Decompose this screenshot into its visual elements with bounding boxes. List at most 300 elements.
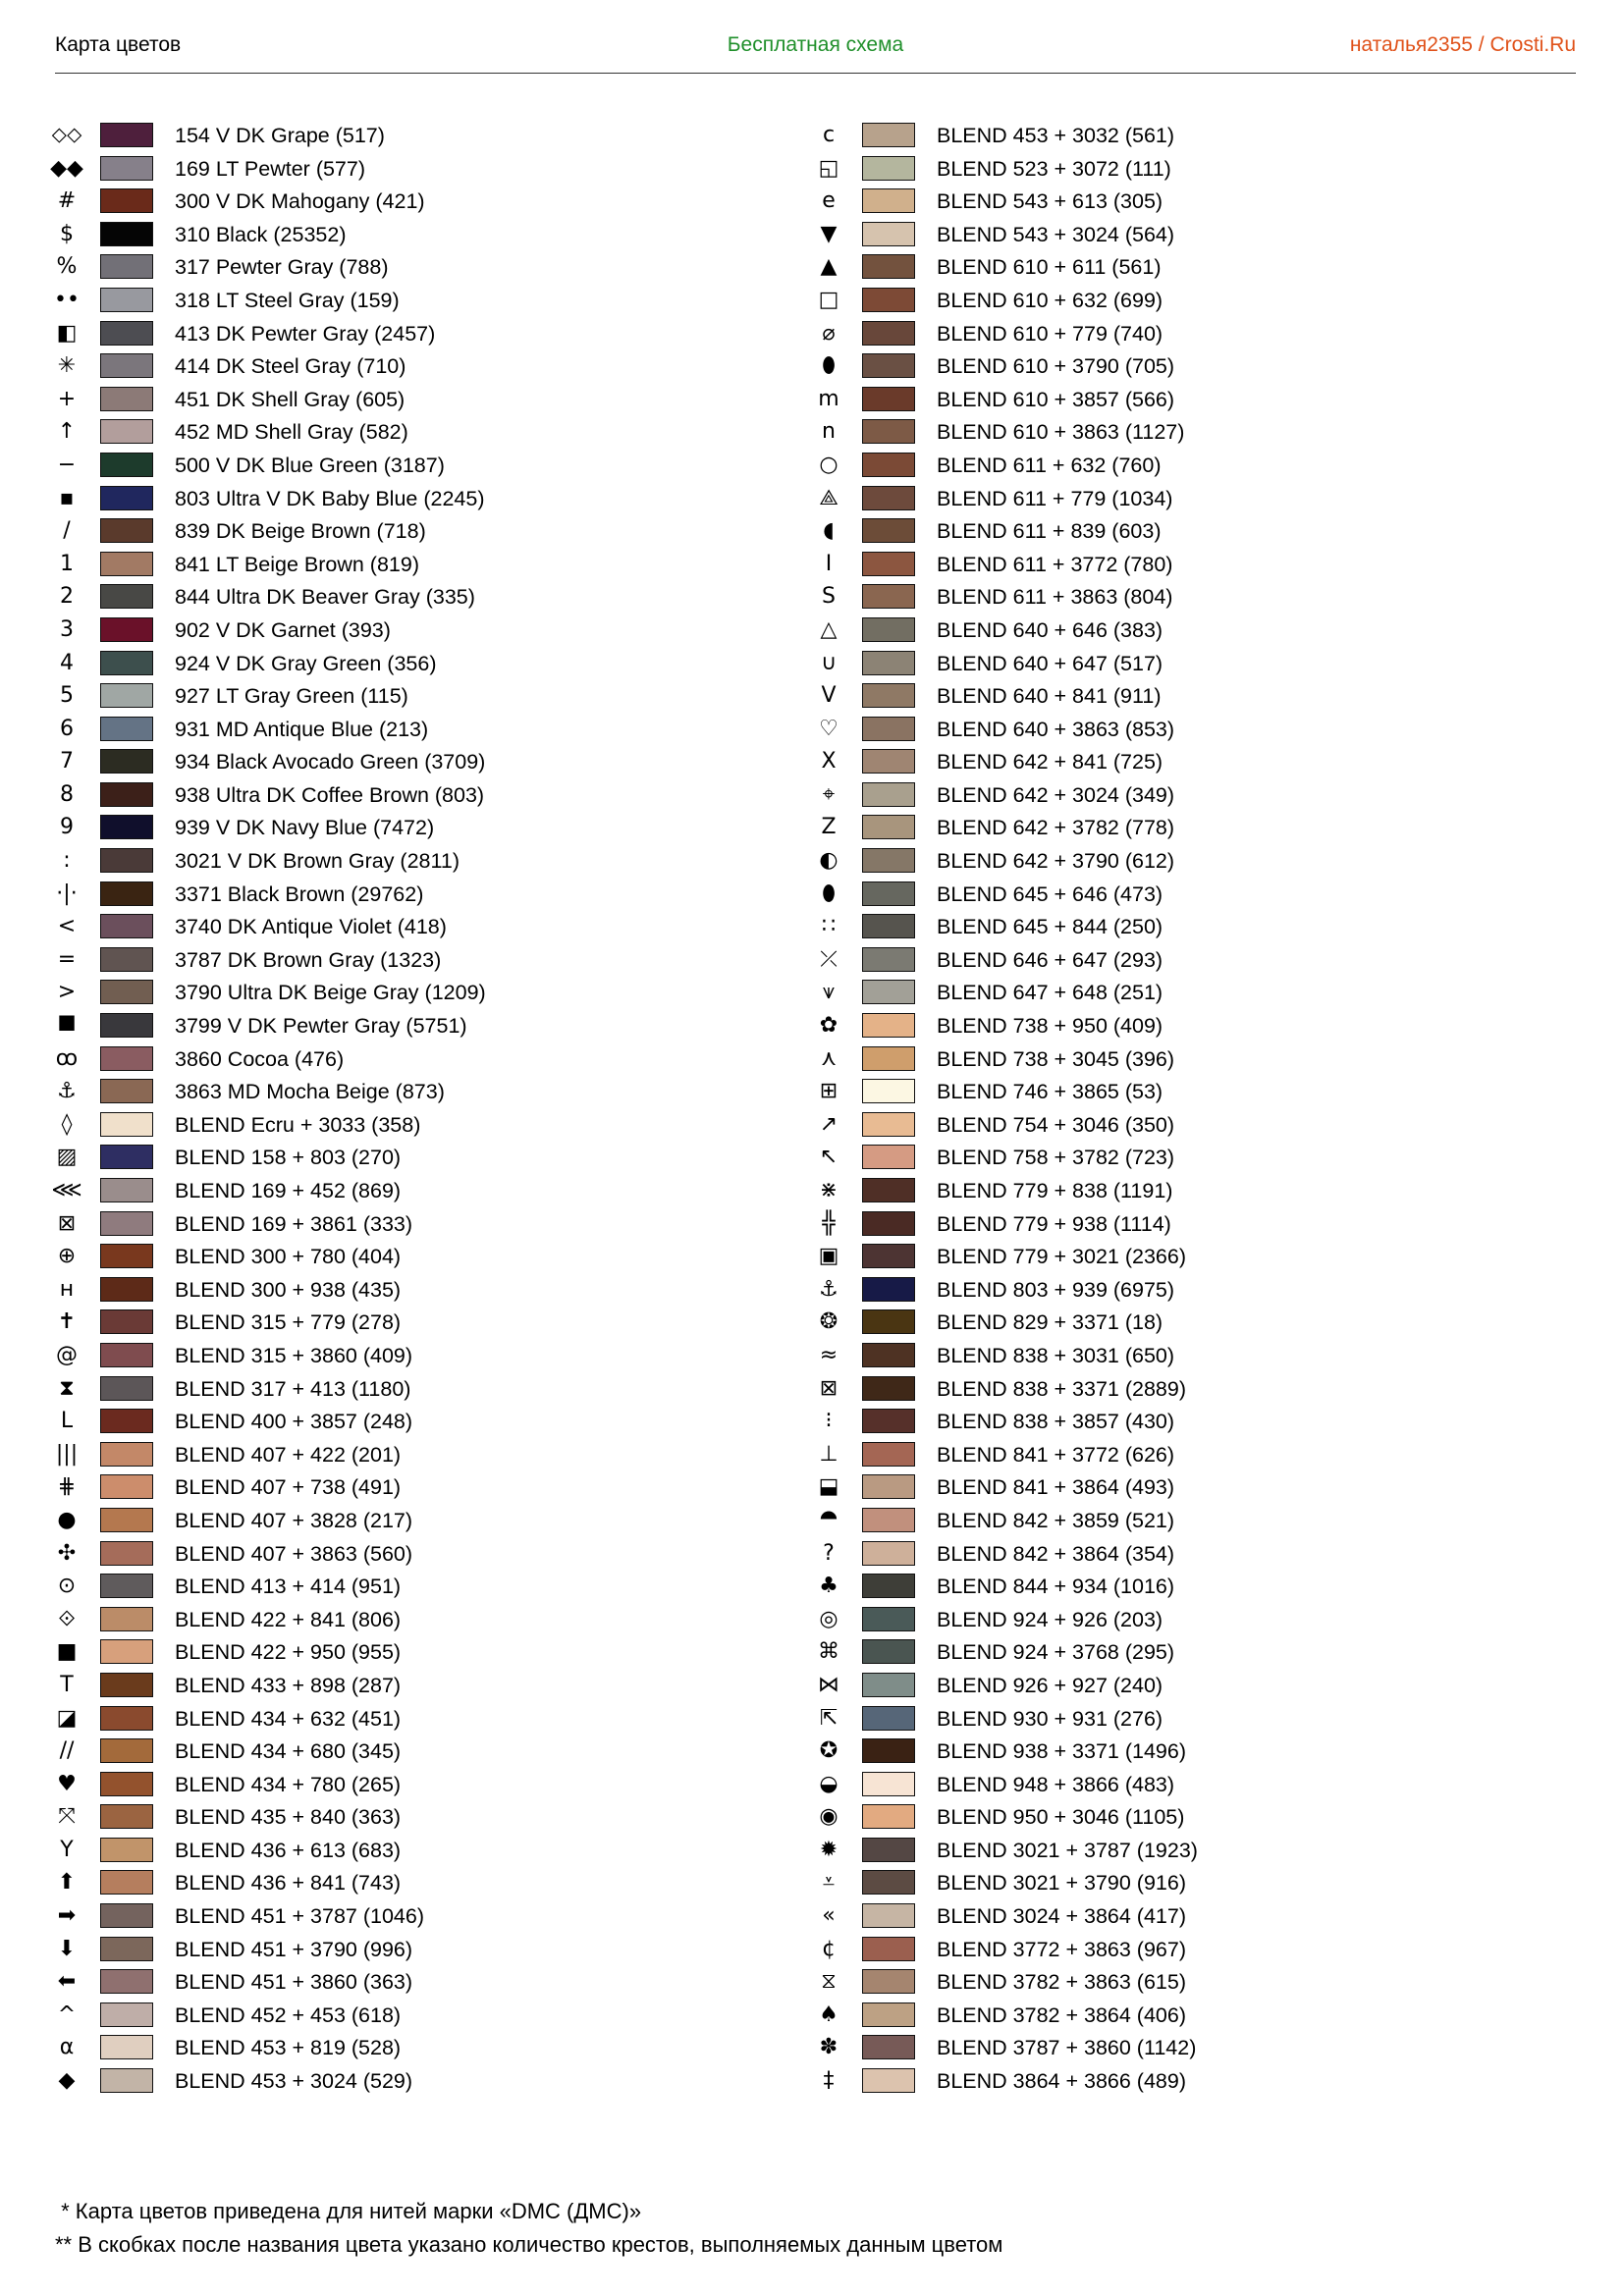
- color-swatch: [100, 156, 153, 181]
- color-label: BLEND 779 + 838 (1191): [937, 1179, 1173, 1202]
- color-row: [49, 680, 756, 714]
- stitch-symbol-icon: Y: [60, 1837, 74, 1862]
- color-swatch: [862, 1541, 915, 1566]
- color-row: [811, 746, 1518, 779]
- color-label: BLEND 451 + 3790 (996): [175, 1937, 413, 1961]
- stitch-symbol-icon: V: [821, 683, 837, 709]
- color-swatch: [862, 1343, 915, 1367]
- color-label: BLEND 842 + 3864 (354): [937, 1541, 1175, 1566]
- color-swatch: [100, 2068, 153, 2093]
- stitch-symbol-icon: ⤧: [58, 1804, 76, 1830]
- stitch-symbol-icon: ⬓: [818, 1474, 839, 1500]
- color-swatch: [100, 188, 153, 213]
- color-label: 803 Ultra V DK Baby Blue (2245): [175, 486, 485, 510]
- color-swatch: [862, 1607, 915, 1631]
- color-label: BLEND 642 + 841 (725): [937, 750, 1163, 774]
- stitch-symbol-icon: ◪: [56, 1705, 78, 1731]
- color-swatch: [100, 254, 153, 279]
- color-label: 414 DK Steel Gray (710): [175, 354, 406, 379]
- color-swatch: [100, 1145, 153, 1169]
- stitch-symbol-icon: ✽: [819, 2035, 839, 2060]
- color-swatch: [100, 717, 153, 741]
- color-row: [49, 2065, 756, 2099]
- stitch-symbol-icon: ∷: [822, 914, 836, 939]
- color-row: [811, 515, 1518, 549]
- color-swatch: [862, 749, 915, 774]
- color-label: 841 LT Beige Brown (819): [175, 552, 419, 576]
- color-row: [49, 1538, 756, 1572]
- stitch-symbol-icon: @: [56, 1342, 78, 1367]
- color-row: [49, 318, 756, 351]
- color-label: BLEND 738 + 3045 (396): [937, 1046, 1175, 1071]
- stitch-symbol-icon: n: [822, 419, 836, 445]
- stitch-symbol-icon: ⌖: [822, 781, 836, 807]
- color-swatch: [100, 1673, 153, 1697]
- stitch-symbol-icon: c: [822, 123, 836, 147]
- color-row: [811, 1900, 1518, 1934]
- color-swatch: [862, 1079, 915, 1103]
- color-swatch: [862, 1673, 915, 1697]
- color-label: BLEND 754 + 3046 (350): [937, 1112, 1175, 1137]
- stitch-symbol-icon: ·|·: [56, 881, 78, 906]
- stitch-symbol-icon: Z: [821, 815, 837, 840]
- color-swatch: [862, 1574, 915, 1598]
- stitch-symbol-icon: ⋏: [820, 1045, 838, 1071]
- color-row: [811, 549, 1518, 582]
- color-row: [49, 1439, 756, 1472]
- color-row: [49, 1076, 756, 1109]
- stitch-symbol-icon: ▼: [820, 221, 838, 246]
- color-label: 927 LT Gray Green (115): [175, 684, 408, 709]
- color-swatch: [862, 1706, 915, 1731]
- color-row: [811, 1043, 1518, 1077]
- color-row: [811, 1471, 1518, 1505]
- color-row: [811, 318, 1518, 351]
- stitch-symbol-icon: ▣: [818, 1244, 839, 1269]
- stitch-symbol-icon: 3: [60, 616, 74, 642]
- stitch-symbol-icon: ◒: [819, 1771, 839, 1796]
- color-label: BLEND 400 + 3857 (248): [175, 1410, 413, 1434]
- footer-notes: [55, 2195, 1002, 2262]
- color-label: 902 V DK Garnet (393): [175, 617, 391, 642]
- stitch-symbol-icon: н: [59, 1276, 75, 1302]
- stitch-symbol-icon: I: [825, 551, 833, 576]
- color-label: BLEND 950 + 3046 (1105): [937, 1805, 1185, 1830]
- stitch-symbol-icon: e: [822, 188, 836, 214]
- color-row: [811, 186, 1518, 219]
- color-row: [49, 1142, 756, 1175]
- color-row: [811, 1307, 1518, 1340]
- color-swatch: [862, 254, 915, 279]
- color-label: BLEND 610 + 3857 (566): [937, 387, 1175, 411]
- color-swatch: [862, 782, 915, 807]
- color-row: [811, 251, 1518, 285]
- stitch-symbol-icon: ⧗: [59, 1375, 75, 1401]
- header-subtitle: Бесплатная схема: [727, 33, 904, 56]
- stitch-symbol-icon: ••: [54, 287, 80, 312]
- color-swatch: [862, 123, 915, 147]
- color-label: BLEND 169 + 452 (869): [175, 1179, 402, 1202]
- color-row: [49, 1175, 756, 1208]
- color-label: BLEND 407 + 738 (491): [175, 1475, 402, 1500]
- color-label: 844 Ultra DK Beaver Gray (335): [175, 585, 475, 610]
- color-swatch: [862, 321, 915, 346]
- color-swatch: [100, 1409, 153, 1433]
- color-row: [811, 879, 1518, 912]
- color-swatch: [100, 683, 153, 708]
- header-center: [55, 33, 1576, 57]
- color-swatch: [862, 188, 915, 213]
- stitch-symbol-icon: ⩡: [822, 1870, 836, 1896]
- stitch-symbol-icon: ●: [57, 1507, 77, 1532]
- color-row: [811, 977, 1518, 1010]
- color-label: BLEND 842 + 3859 (521): [937, 1508, 1175, 1532]
- color-swatch: [100, 651, 153, 675]
- color-swatch: [862, 1969, 915, 1994]
- stitch-symbol-icon: «: [822, 1903, 836, 1929]
- color-label: BLEND 844 + 934 (1016): [937, 1575, 1175, 1599]
- color-row: [49, 1373, 756, 1407]
- color-row: [811, 1340, 1518, 1373]
- color-row: [811, 1241, 1518, 1274]
- color-row: [811, 1076, 1518, 1109]
- color-row: [811, 1835, 1518, 1868]
- header-author-link[interactable]: наталья2355 / Crosti.Ru: [1349, 33, 1576, 56]
- stitch-symbol-icon: ∪: [820, 650, 838, 675]
- color-row: [49, 614, 756, 648]
- color-label: 3863 MD Mocha Beige (873): [175, 1080, 445, 1104]
- color-swatch: [100, 123, 153, 147]
- color-label: BLEND 647 + 648 (251): [937, 981, 1163, 1005]
- color-label: 318 LT Steel Gray (159): [175, 288, 400, 312]
- color-label: BLEND 640 + 841 (911): [937, 684, 1162, 709]
- stitch-symbol-icon: T: [60, 1672, 74, 1697]
- color-swatch: [862, 222, 915, 246]
- color-swatch: [862, 1903, 915, 1928]
- color-swatch: [100, 1574, 153, 1598]
- color-label: BLEND 413 + 414 (951): [175, 1575, 402, 1599]
- color-label: BLEND 436 + 613 (683): [175, 1838, 402, 1862]
- color-row: [49, 251, 756, 285]
- stitch-symbol-icon: 9: [60, 815, 74, 840]
- color-row: [811, 1571, 1518, 1604]
- color-label: BLEND 452 + 453 (618): [175, 2002, 402, 2027]
- stitch-symbol-icon: ⬅: [57, 1969, 77, 1995]
- color-swatch: [862, 617, 915, 642]
- color-swatch: [100, 1474, 153, 1499]
- color-label: BLEND 315 + 3860 (409): [175, 1343, 413, 1367]
- color-label: BLEND 523 + 3072 (111): [937, 156, 1171, 181]
- color-label: BLEND 453 + 3032 (561): [937, 124, 1175, 147]
- color-label: 169 LT Pewter (577): [175, 156, 366, 181]
- color-row: [49, 285, 756, 318]
- color-label: BLEND 610 + 779 (740): [937, 321, 1163, 346]
- color-swatch: [100, 881, 153, 906]
- stitch-symbol-icon: ⊞: [819, 1079, 839, 1104]
- color-row: [49, 350, 756, 384]
- color-row: [49, 1636, 756, 1670]
- color-swatch: [100, 1046, 153, 1071]
- color-row: [49, 1703, 756, 1736]
- color-swatch: [862, 1309, 915, 1334]
- color-label: 154 V DK Grape (517): [175, 124, 385, 147]
- color-swatch: [100, 1937, 153, 1961]
- color-row: [811, 714, 1518, 747]
- color-row: [811, 1735, 1518, 1769]
- stitch-symbol-icon: ■: [56, 1639, 78, 1665]
- color-swatch: [100, 353, 153, 378]
- color-list-right: [811, 120, 1518, 2099]
- color-label: BLEND 838 + 3371 (2889): [937, 1376, 1186, 1401]
- color-swatch: [862, 288, 915, 312]
- color-label: BLEND 300 + 938 (435): [175, 1277, 402, 1302]
- color-label: BLEND 3864 + 3866 (489): [937, 2069, 1186, 2094]
- color-label: 451 DK Shell Gray (605): [175, 387, 406, 411]
- stitch-symbol-icon: ⯀: [58, 1013, 76, 1039]
- color-row: [49, 1571, 756, 1604]
- color-row: [49, 1505, 756, 1538]
- color-row: [49, 1208, 756, 1242]
- color-label: BLEND 317 + 413 (1180): [175, 1376, 411, 1401]
- color-swatch: [862, 848, 915, 873]
- stitch-symbol-icon: ❂: [819, 1309, 839, 1335]
- color-row: [811, 1801, 1518, 1835]
- color-label: BLEND 642 + 3790 (612): [937, 849, 1175, 874]
- color-row: [49, 1604, 756, 1637]
- stitch-symbol-icon: ╬: [822, 1210, 836, 1236]
- color-row: [49, 1769, 756, 1802]
- color-row: [811, 483, 1518, 516]
- stitch-symbol-icon: ⋈: [818, 1672, 839, 1697]
- color-label: 3787 DK Brown Gray (1323): [175, 947, 442, 972]
- color-list-left: [49, 120, 756, 2099]
- color-row: [811, 1274, 1518, 1308]
- stitch-symbol-icon: X: [821, 749, 837, 774]
- stitch-symbol-icon: ♡: [819, 716, 839, 741]
- color-row: [49, 1835, 756, 1868]
- stitch-symbol-icon: <: [57, 914, 77, 939]
- color-swatch: [862, 2068, 915, 2093]
- color-swatch: [862, 1046, 915, 1071]
- color-label: BLEND 453 + 3024 (529): [175, 2069, 413, 2094]
- color-row: [811, 845, 1518, 879]
- color-row: [49, 1900, 756, 1934]
- stitch-symbol-icon: //: [59, 1738, 75, 1764]
- color-label: BLEND 640 + 3863 (853): [937, 717, 1175, 741]
- color-row: [49, 153, 756, 187]
- color-swatch: [100, 222, 153, 246]
- color-row: [811, 1208, 1518, 1242]
- color-swatch: [100, 1211, 153, 1236]
- color-swatch: [100, 1969, 153, 1994]
- color-swatch: [100, 1277, 153, 1302]
- color-label: BLEND 407 + 3863 (560): [175, 1541, 413, 1566]
- color-label: 934 Black Avocado Green (3709): [175, 750, 486, 774]
- color-swatch: [862, 914, 915, 938]
- color-row: [49, 483, 756, 516]
- color-row: [49, 1934, 756, 1967]
- color-label: BLEND 611 + 839 (603): [937, 519, 1162, 544]
- color-label: BLEND 610 + 3790 (705): [937, 354, 1175, 379]
- stitch-symbol-icon: □: [818, 287, 839, 312]
- color-label: BLEND 779 + 938 (1114): [937, 1211, 1171, 1236]
- color-row: [811, 1406, 1518, 1439]
- color-label: BLEND 3021 + 3790 (916): [937, 1871, 1186, 1896]
- color-swatch: [862, 1112, 915, 1137]
- color-row: [49, 186, 756, 219]
- color-swatch: [100, 2035, 153, 2059]
- color-label: BLEND 758 + 3782 (723): [937, 1146, 1175, 1170]
- stitch-symbol-icon: >: [57, 980, 77, 1005]
- color-row: [49, 714, 756, 747]
- color-label: BLEND Ecru + 3033 (358): [175, 1112, 421, 1137]
- color-label: BLEND 610 + 611 (561): [937, 255, 1162, 280]
- header-title: Карта цветов: [55, 33, 182, 56]
- stitch-symbol-icon: ⁝: [825, 1409, 833, 1434]
- color-swatch: [862, 552, 915, 576]
- color-swatch: [862, 1277, 915, 1302]
- stitch-symbol-icon: ⯊: [820, 1507, 838, 1532]
- color-swatch: [100, 1903, 153, 1928]
- stitch-symbol-icon: S: [822, 584, 836, 610]
- color-label: BLEND 938 + 3371 (1496): [937, 1739, 1186, 1764]
- color-label: BLEND 158 + 803 (270): [175, 1146, 402, 1170]
- color-row: [811, 812, 1518, 845]
- color-label: BLEND 642 + 3782 (778): [937, 816, 1175, 840]
- color-row: [811, 1538, 1518, 1572]
- stitch-symbol-icon: ▲: [820, 254, 838, 280]
- color-row: [49, 911, 756, 944]
- color-row: [811, 648, 1518, 681]
- color-swatch: [862, 156, 915, 181]
- color-swatch: [100, 1870, 153, 1895]
- stitch-symbol-icon: ‡: [823, 2068, 835, 2094]
- color-row: [811, 944, 1518, 978]
- color-label: BLEND 642 + 3024 (349): [937, 782, 1175, 807]
- color-swatch: [100, 1442, 153, 1467]
- stitch-symbol-icon: ○: [819, 452, 839, 477]
- color-swatch: [862, 1937, 915, 1961]
- color-label: 939 V DK Navy Blue (7472): [175, 816, 435, 840]
- stitch-symbol-icon: ⟁: [819, 485, 839, 510]
- color-swatch: [862, 584, 915, 609]
- color-swatch: [862, 1772, 915, 1796]
- color-swatch: [862, 1870, 915, 1895]
- color-swatch: [100, 486, 153, 510]
- stitch-symbol-icon: ↗: [819, 1111, 839, 1137]
- stitch-symbol-icon: ⟐: [58, 1606, 76, 1631]
- color-label: 413 DK Pewter Gray (2457): [175, 321, 436, 346]
- stitch-symbol-icon: 8: [60, 781, 74, 807]
- color-label: BLEND 838 + 3031 (650): [937, 1343, 1175, 1367]
- color-swatch: [100, 1738, 153, 1763]
- color-row: [49, 1670, 756, 1703]
- color-row: [811, 1373, 1518, 1407]
- color-swatch: [100, 1804, 153, 1829]
- stitch-symbol-icon: ⚓: [819, 1276, 839, 1302]
- stitch-symbol-icon: 5: [60, 683, 74, 709]
- stitch-symbol-icon: ⊠: [57, 1210, 77, 1236]
- color-label: 3860 Cocoa (476): [175, 1046, 345, 1071]
- color-swatch: [862, 1508, 915, 1532]
- stitch-symbol-icon: ▪: [59, 485, 75, 510]
- color-row: [811, 2032, 1518, 2065]
- color-swatch: [100, 1607, 153, 1631]
- color-label: BLEND 453 + 819 (528): [175, 2036, 402, 2060]
- color-row: [49, 1307, 756, 1340]
- color-label: BLEND 422 + 841 (806): [175, 1607, 402, 1631]
- color-row: [49, 2000, 756, 2033]
- color-swatch: [100, 419, 153, 444]
- stitch-symbol-icon: %: [56, 254, 78, 280]
- color-row: [49, 1010, 756, 1043]
- stitch-symbol-icon: α: [59, 2035, 75, 2060]
- color-row: [49, 1241, 756, 1274]
- color-swatch: [862, 1639, 915, 1664]
- color-swatch: [862, 980, 915, 1004]
- stitch-symbol-icon: ✹: [819, 1837, 839, 1862]
- stitch-symbol-icon: ↖: [819, 1145, 839, 1170]
- color-swatch: [100, 914, 153, 938]
- color-row: [49, 1340, 756, 1373]
- color-label: 938 Ultra DK Coffee Brown (803): [175, 782, 485, 807]
- stitch-symbol-icon: ◧: [56, 320, 78, 346]
- color-row: [811, 1109, 1518, 1143]
- color-swatch: [100, 1706, 153, 1731]
- color-row: [811, 1604, 1518, 1637]
- stitch-symbol-icon: |||: [55, 1441, 79, 1467]
- color-label: 839 DK Beige Brown (718): [175, 519, 426, 544]
- color-row: [49, 779, 756, 813]
- color-row: [49, 746, 756, 779]
- color-label: BLEND 451 + 3787 (1046): [175, 1904, 424, 1929]
- color-label: BLEND 315 + 779 (278): [175, 1310, 402, 1335]
- color-label: BLEND 640 + 646 (383): [937, 617, 1163, 642]
- color-swatch: [862, 353, 915, 378]
- color-swatch: [862, 2002, 915, 2027]
- color-row: [811, 219, 1518, 252]
- color-row: [49, 549, 756, 582]
- color-row: [811, 2065, 1518, 2099]
- color-row: [49, 812, 756, 845]
- color-row: [49, 845, 756, 879]
- color-row: [49, 977, 756, 1010]
- color-swatch: [862, 486, 915, 510]
- stitch-symbol-icon: 7: [60, 749, 74, 774]
- color-swatch: [100, 980, 153, 1004]
- color-row: [49, 581, 756, 614]
- color-row: [49, 515, 756, 549]
- color-label: 3021 V DK Brown Gray (2811): [175, 849, 460, 874]
- color-label: BLEND 611 + 3863 (804): [937, 585, 1173, 610]
- color-row: [811, 1636, 1518, 1670]
- color-label: BLEND 543 + 613 (305): [937, 189, 1163, 214]
- color-swatch: [862, 1178, 915, 1202]
- color-swatch: [100, 1508, 153, 1532]
- color-label: BLEND 924 + 3768 (295): [937, 1640, 1175, 1665]
- color-swatch: [100, 1639, 153, 1664]
- color-label: 3799 V DK Pewter Gray (5751): [175, 1014, 467, 1039]
- stitch-symbol-icon: L: [60, 1409, 74, 1434]
- color-label: 452 MD Shell Gray (582): [175, 420, 408, 445]
- color-swatch: [100, 453, 153, 477]
- color-swatch: [100, 749, 153, 774]
- color-label: BLEND 841 + 3864 (493): [937, 1475, 1175, 1500]
- stitch-symbol-icon: ↑: [57, 419, 77, 445]
- stitch-symbol-icon: ◐: [819, 848, 839, 874]
- stitch-symbol-icon: ✝: [57, 1309, 77, 1335]
- color-label: BLEND 434 + 632 (451): [175, 1706, 402, 1731]
